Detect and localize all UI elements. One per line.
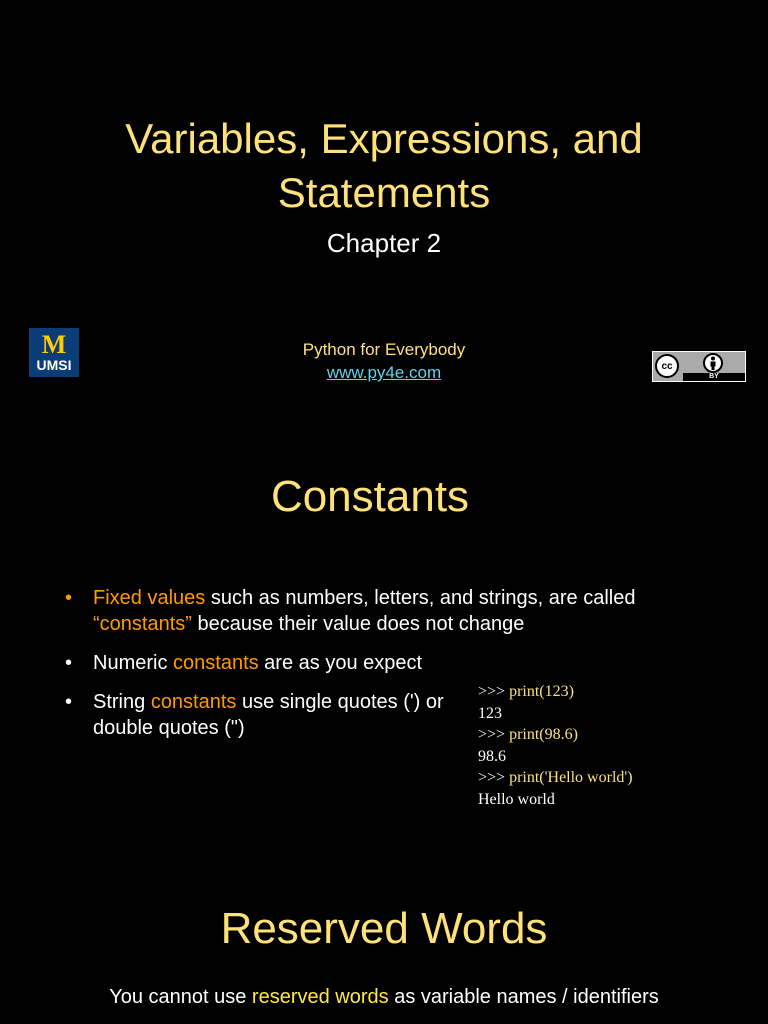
bullet-text: Numeric — [93, 652, 174, 674]
code-output: 98.6 — [478, 747, 506, 765]
bullet-text: such as numbers, letters, and strings, are called — [205, 587, 636, 609]
umsi-logo-text: UMSI — [36, 356, 72, 373]
reserved-text-post: as variable names / identifiers — [388, 986, 659, 1008]
slide-title-line2: Statements — [277, 169, 491, 216]
bullet-fixed-values — [60, 585, 710, 637]
constants-highlight: constants — [150, 691, 237, 713]
code-line — [478, 724, 633, 746]
code-prompt: >>> — [478, 769, 510, 786]
code-output: 123 — [478, 704, 502, 722]
code-line — [478, 681, 633, 703]
code-output: Hello world — [478, 790, 555, 808]
bullet-numeric-constants — [60, 650, 710, 676]
bullet-text: String — [93, 691, 151, 713]
umsi-logo-letter: M — [41, 329, 67, 359]
cc-icon: cc — [655, 354, 679, 378]
reserved-words-text — [14, 986, 754, 1009]
reserved-text-pre: You cannot use — [109, 986, 252, 1008]
reserved-words-highlight: reserved words — [251, 986, 389, 1008]
code-command: print(123) — [509, 683, 574, 700]
course-name: Python for Everybody — [302, 340, 466, 359]
fixed-values-highlight: Fixed values — [93, 587, 206, 609]
code-prompt: >>> — [478, 683, 510, 700]
constants-quoted-highlight: “constants” — [93, 613, 192, 635]
constants-highlight: constants — [173, 652, 259, 674]
constants-heading: Constants — [270, 472, 470, 521]
bullet-text: because their value does not change — [191, 613, 525, 635]
code-command: print('Hello world') — [509, 769, 633, 786]
slide-title — [0, 112, 768, 220]
code-command: print(98.6) — [509, 726, 578, 743]
cc-by-icon — [652, 351, 746, 382]
bullet-string-constants — [60, 689, 453, 741]
bullet-symbol: • — [65, 587, 73, 609]
bullet-symbol: • — [65, 691, 73, 713]
bullet-text: are as you expect — [258, 652, 423, 674]
person-icon — [703, 353, 723, 373]
reserved-words-heading: Reserved Words — [220, 904, 548, 953]
slide-title-line1: Variables, Expressions, and — [125, 115, 643, 162]
by-label: BY — [683, 373, 745, 381]
bullet-text: use single quotes (') or double quotes (") — [93, 691, 444, 739]
code-prompt: >>> — [478, 726, 510, 743]
course-link[interactable]: www.py4e.com — [326, 363, 442, 382]
python-code-sample — [478, 681, 633, 810]
chapter-subtitle: Chapter 2 — [326, 228, 442, 258]
bullet-symbol: • — [65, 652, 73, 674]
code-line — [478, 767, 633, 789]
